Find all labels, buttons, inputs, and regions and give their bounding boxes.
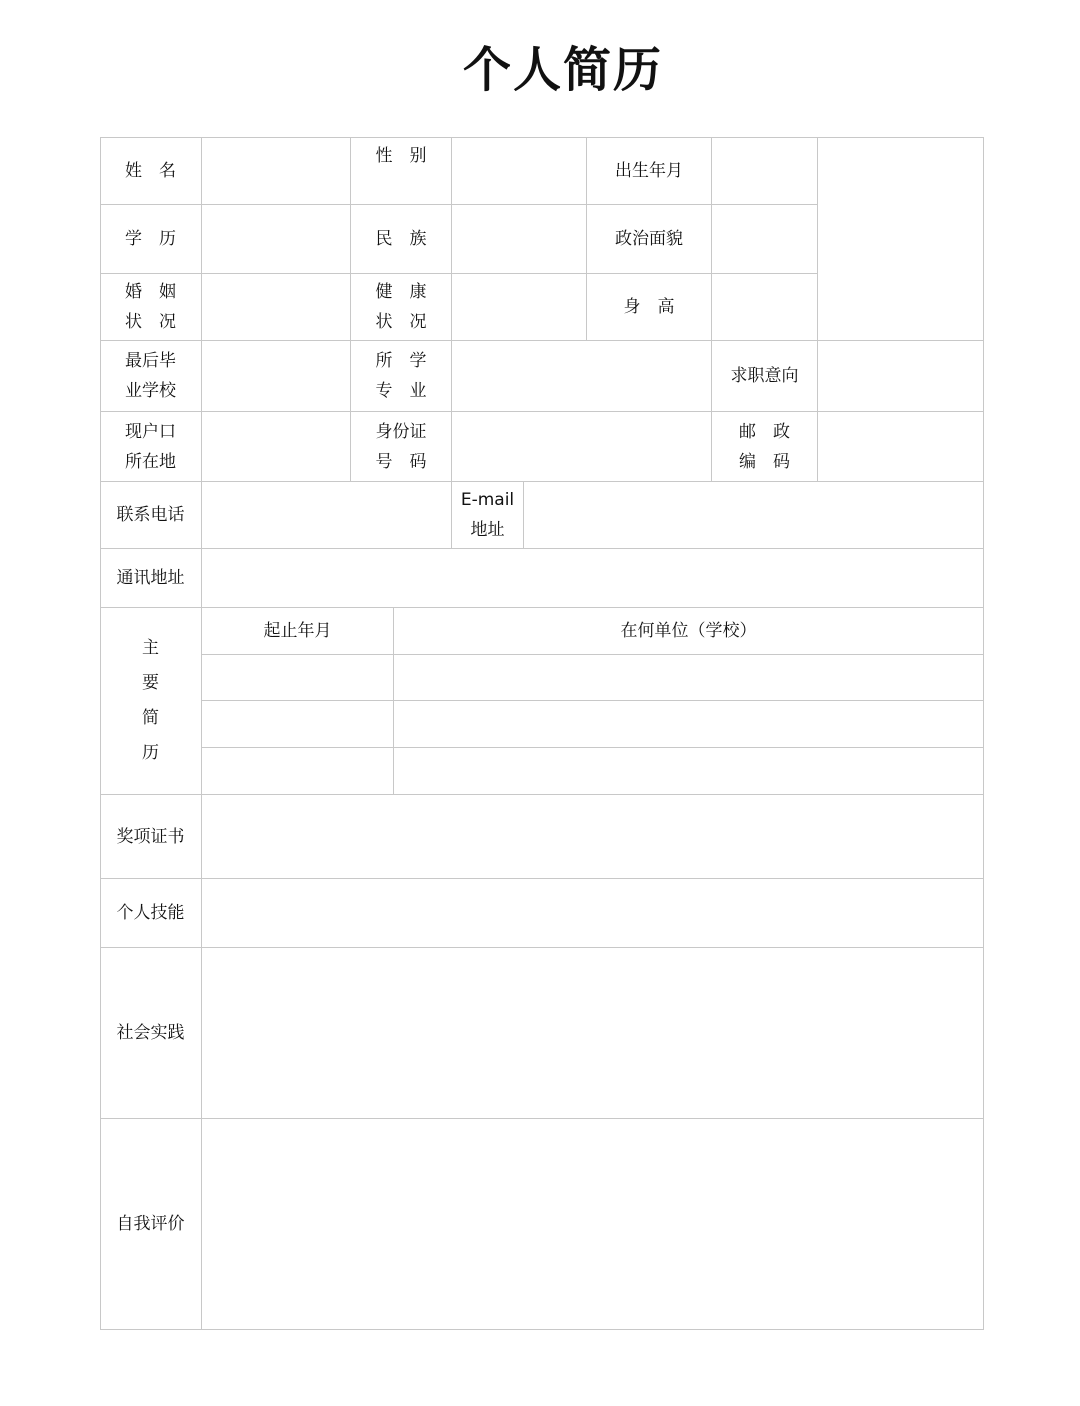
label-education <box>100 205 202 274</box>
label-phone-line-1: 联系电话 <box>116 505 185 525</box>
label-postcode-line-2: 编 码 <box>739 451 790 472</box>
field-marital-status[interactable] <box>202 274 351 341</box>
label-gender-line-1: 性 别 <box>375 146 427 166</box>
label-political-status-line-1: 政治面貌 <box>615 229 683 249</box>
label-ethnicity <box>351 205 452 274</box>
label-name-line-1: 姓 名 <box>125 160 176 181</box>
label-postcode-line-1: 邮 政 <box>739 421 790 442</box>
label-main-resume-line-1: 主 <box>142 638 159 658</box>
label-main-resume-line-2: 要 <box>142 673 159 693</box>
label-main-resume-line-3: 简 <box>142 708 159 728</box>
label-phone <box>100 482 202 549</box>
label-id-number-line-2: 号 码 <box>375 451 427 472</box>
header-period-line-1: 起止年月 <box>263 621 332 641</box>
label-awards-line-1: 奖项证书 <box>116 826 185 847</box>
field-name[interactable] <box>202 137 351 205</box>
label-social-practice <box>100 948 202 1119</box>
label-height <box>587 274 712 341</box>
field-mailing-address[interactable] <box>202 549 984 608</box>
field-gender[interactable] <box>452 137 587 205</box>
label-political-status <box>587 205 712 274</box>
label-mailing-address <box>100 549 202 608</box>
header-unit-line-1: 在何单位（学校） <box>620 621 757 641</box>
label-major-line-1: 所 学 <box>375 351 427 371</box>
label-birth-date-line-1: 出生年月 <box>615 160 683 181</box>
field-email[interactable] <box>524 482 984 549</box>
label-household-registration-line-1: 现户口 <box>125 421 176 442</box>
field-id-number[interactable] <box>452 412 712 482</box>
label-household-registration-line-2: 所在地 <box>125 451 176 472</box>
field-skills[interactable] <box>202 879 984 948</box>
resume-row-2-period[interactable] <box>202 701 394 748</box>
field-social-practice[interactable] <box>202 948 984 1119</box>
field-phone[interactable] <box>202 482 452 549</box>
label-marital-status-line-1: 婚 姻 <box>125 282 176 302</box>
label-social-practice-line-1: 社会实践 <box>116 1023 185 1043</box>
field-ethnicity[interactable] <box>452 205 587 274</box>
label-ethnicity-line-1: 民 族 <box>375 229 427 249</box>
label-graduate-school-line-2: 业学校 <box>125 381 176 401</box>
label-marital-status-line-2: 状 况 <box>125 312 176 332</box>
page-title: 个人简历 <box>462 42 663 98</box>
resume-row-2-unit[interactable] <box>394 701 984 748</box>
field-awards[interactable] <box>202 795 984 879</box>
label-mailing-address-line-1: 通讯地址 <box>116 568 185 588</box>
field-health-status[interactable] <box>452 274 587 341</box>
label-graduate-school <box>100 341 202 412</box>
label-height-line-1: 身 高 <box>623 297 675 317</box>
field-major[interactable] <box>452 341 712 412</box>
field-postcode[interactable] <box>818 412 984 482</box>
label-id-number <box>351 412 452 482</box>
resume-row-1-unit[interactable] <box>394 655 984 701</box>
label-self-evaluation <box>100 1119 202 1330</box>
field-job-intention[interactable] <box>818 341 984 412</box>
label-household-registration <box>100 412 202 482</box>
label-skills-line-1: 个人技能 <box>116 903 185 923</box>
label-job-intention <box>712 341 818 412</box>
label-postcode <box>712 412 818 482</box>
label-name <box>100 137 202 205</box>
photo-area[interactable] <box>818 137 984 341</box>
resume-row-3-period[interactable] <box>202 748 394 795</box>
label-health-status-line-1: 健 康 <box>375 282 427 302</box>
header-unit <box>394 608 984 655</box>
field-household-registration[interactable] <box>202 412 351 482</box>
label-email-line-2: 地址 <box>470 520 505 540</box>
label-email-line-1: E-mail <box>460 490 515 510</box>
label-health-status-line-2: 状 况 <box>375 312 427 332</box>
field-education[interactable] <box>202 205 351 274</box>
label-awards <box>100 795 202 879</box>
resume-row-1-period[interactable] <box>202 655 394 701</box>
field-political-status[interactable] <box>712 205 818 274</box>
label-major <box>351 341 452 412</box>
label-main-resume-line-4: 历 <box>142 743 159 763</box>
label-birth-date <box>587 137 712 205</box>
label-gender <box>351 137 452 205</box>
header-period <box>202 608 394 655</box>
resume-row-3-unit[interactable] <box>394 748 984 795</box>
field-birth-date[interactable] <box>712 137 818 205</box>
label-job-intention-line-1: 求职意向 <box>730 366 799 386</box>
label-email <box>452 482 524 549</box>
label-health-status <box>351 274 452 341</box>
label-skills <box>100 879 202 948</box>
label-main-resume <box>100 608 202 795</box>
field-graduate-school[interactable] <box>202 341 351 412</box>
label-self-evaluation-line-1: 自我评价 <box>116 1214 185 1234</box>
label-major-line-2: 专 业 <box>375 381 427 401</box>
field-self-evaluation[interactable] <box>202 1119 984 1330</box>
label-education-line-1: 学 历 <box>125 229 176 249</box>
field-height[interactable] <box>712 274 818 341</box>
label-marital-status <box>100 274 202 341</box>
label-id-number-line-1: 身份证 <box>375 421 427 442</box>
label-graduate-school-line-1: 最后毕 <box>125 351 176 371</box>
